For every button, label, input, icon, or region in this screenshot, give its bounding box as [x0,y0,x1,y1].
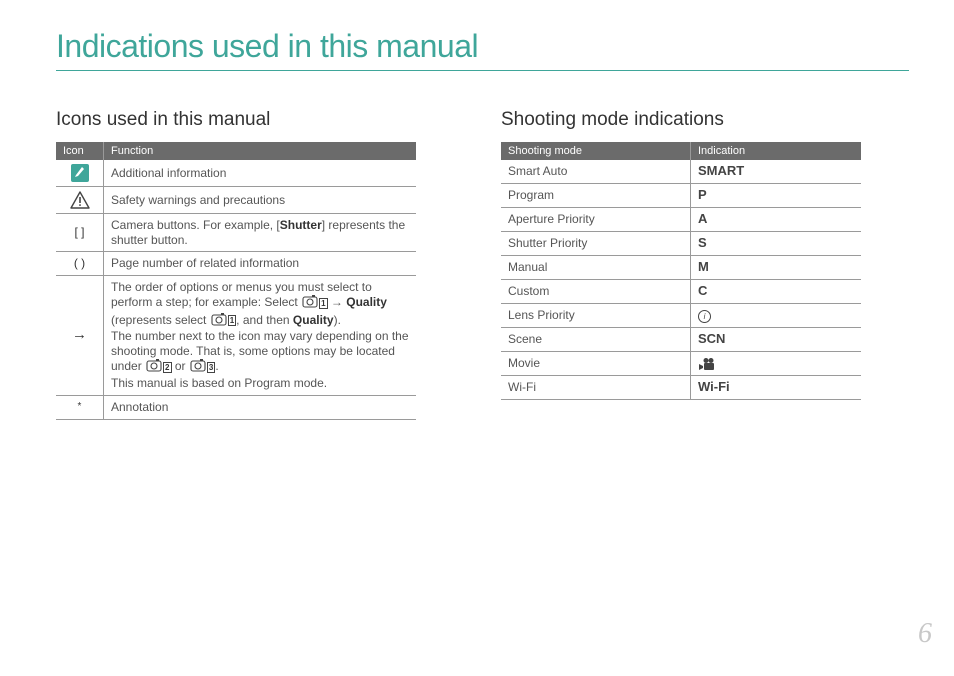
table-row [501,208,861,232]
icon-cell: [ ] [56,214,104,252]
camera-menu-icon [190,358,206,376]
col-header-indication: Indication [691,142,862,160]
function-text: ). [333,312,341,327]
table-row [501,376,861,400]
menu-number: 1 [321,298,326,308]
modes-section-heading: Shooting mode indications [501,109,724,130]
indication-cell: S [691,232,862,256]
mode-name-cell: Shutter Priority [501,232,691,256]
title-divider [56,70,909,71]
table-row [501,184,861,208]
mode-name-cell: Smart Auto [501,160,691,184]
function-text: This manual is based on Program mode. [111,375,328,390]
note-icon [71,164,89,182]
mode-name-cell: Lens Priority [501,304,691,328]
table-row [56,252,416,276]
shutter-label: Shutter [279,218,322,232]
table-row [501,280,861,304]
indication-cell [691,352,862,376]
function-cell: Annotation [104,396,417,420]
table-row [501,328,861,352]
page-title: Indications used in this manual [56,28,479,64]
table-row [501,160,861,184]
function-cell [104,214,417,252]
function-text: or [174,358,186,373]
indication-cell: SCN [691,328,862,352]
mode-name-cell: Custom [501,280,691,304]
icons-section-heading: Icons used in this manual [56,109,271,130]
table-row [56,275,416,396]
indication-cell: SMART [691,160,862,184]
lens-priority-icon: i [698,310,711,323]
function-text: (represents select [111,312,207,327]
indication-cell: A [691,208,862,232]
table-row [56,396,416,420]
indication-cell: P [691,184,862,208]
table-row [56,214,416,252]
indication-cell: Wi-Fi [691,376,862,400]
table-row [56,187,416,214]
menu-number: 2 [165,362,170,372]
function-cell [104,275,417,396]
function-text: ] represents the shutter button. [111,218,406,247]
menu-number: 1 [229,316,235,326]
function-cell: Additional information [104,160,417,187]
mode-name-cell: Program [501,184,691,208]
warning-icon [70,191,90,209]
arrow-symbol: → [330,294,343,309]
col-header-function: Function [104,142,417,160]
col-header-icon: Icon [56,142,104,160]
table-row [56,160,416,187]
icon-cell: → [56,275,104,396]
table-row [501,304,861,328]
mode-name-cell: Wi-Fi [501,376,691,400]
mode-name-cell: Scene [501,328,691,352]
function-text: , and then [236,312,290,327]
table-row [501,232,861,256]
col-header-mode: Shooting mode [501,142,691,160]
mode-name-cell: Aperture Priority [501,208,691,232]
quality-label: Quality [292,312,334,327]
camera-menu-icon [211,312,227,330]
function-cell: Page number of related information [104,252,417,276]
table-row [501,352,861,376]
indication-cell [691,304,862,328]
camera-menu-icon [302,294,318,312]
mode-name-cell: Manual [501,256,691,280]
mode-name-cell: Movie [501,352,691,376]
function-text: The number next to the icon may vary depending on the shooting mode. That is, some options may be located under [111,329,409,373]
icon-cell: * [56,396,104,420]
indication-cell: C [691,280,862,304]
menu-number: 3 [208,362,214,372]
function-text: Camera buttons. For example, [ [111,218,280,232]
table-header-row [56,142,416,160]
icon-cell: ( ) [56,252,104,276]
icons-table [56,142,416,420]
table-row [501,256,861,280]
icon-cell [56,187,104,214]
function-text: . [215,358,219,373]
movie-camera-icon [698,357,716,371]
page-number: 6 [918,618,932,649]
quality-label: Quality [346,294,387,309]
icon-cell [56,160,104,187]
camera-menu-icon [146,358,162,376]
modes-table [501,142,861,400]
function-text: The order of options or menus you must select to perform a step; for example: Select [111,279,372,309]
table-header-row [501,142,861,160]
function-cell: Safety warnings and precautions [104,187,417,214]
indication-cell: M [691,256,862,280]
